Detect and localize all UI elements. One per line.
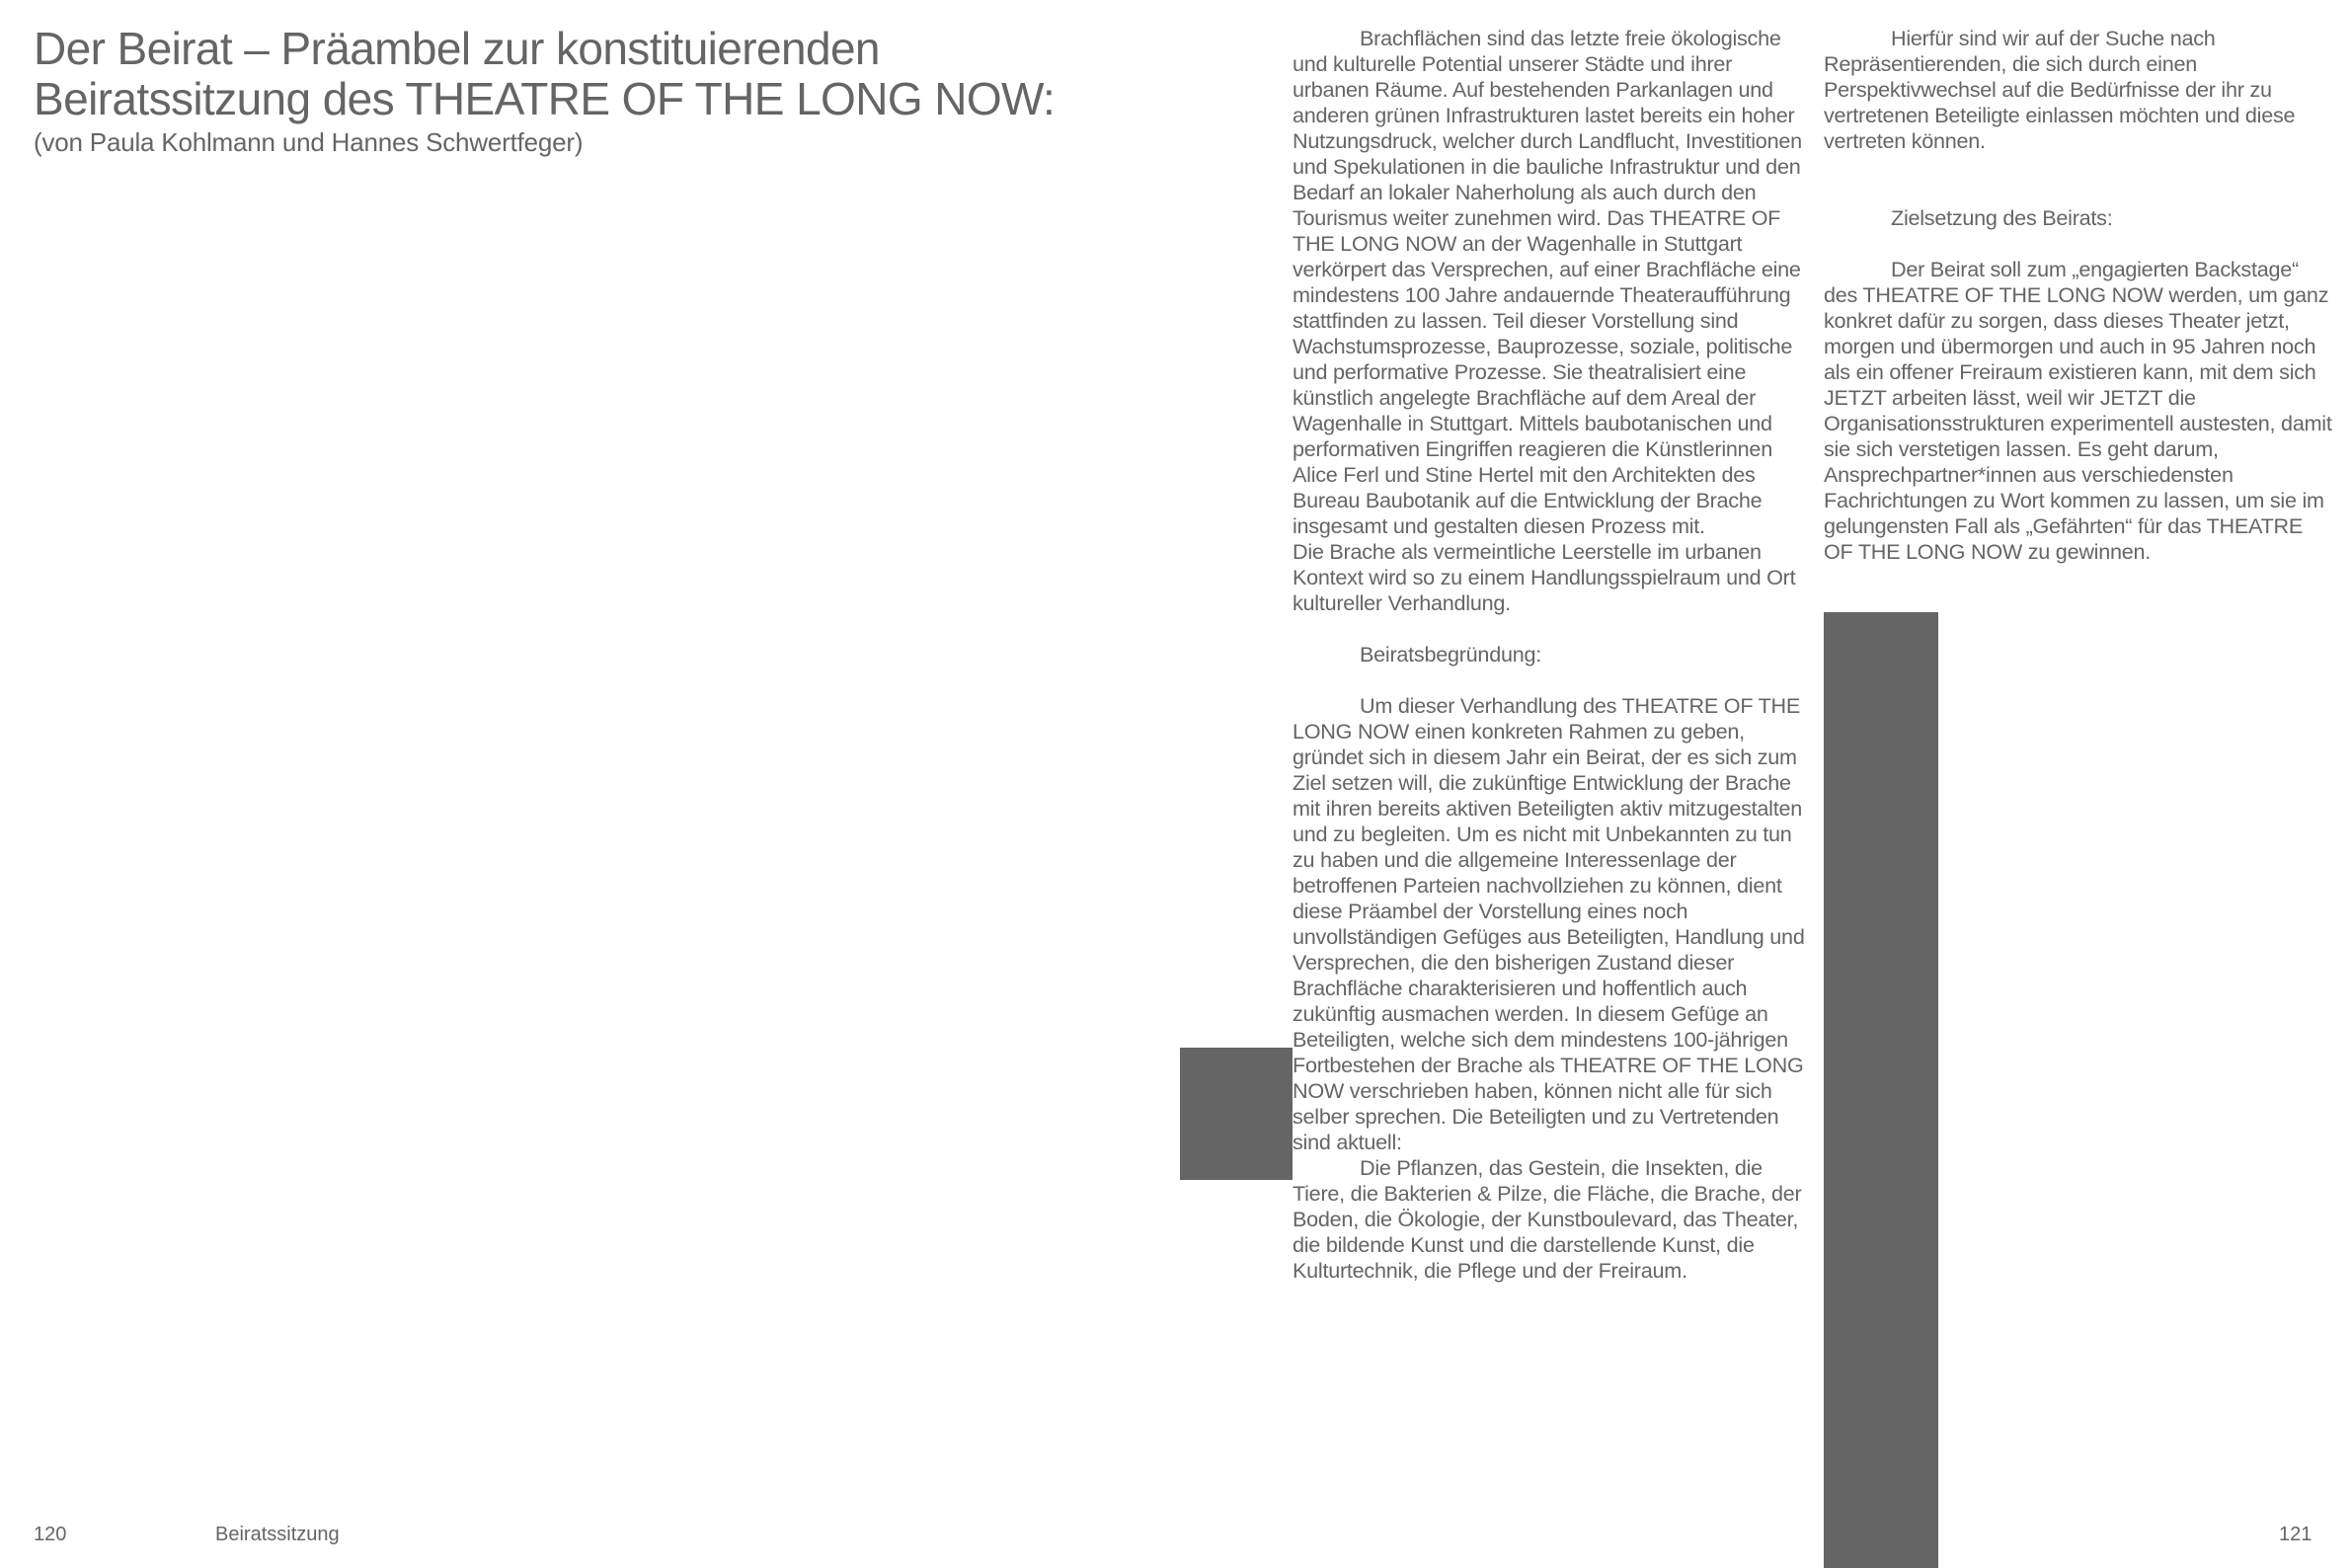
page-title xyxy=(34,24,1199,124)
search-paragraph: Hierfür sind wir auf der Suche nach Repräsentierenden, die sich durch einen Perspektivwechsel auf die Bedürfnisse der ihr zu vertretenen Beteiligte einlassen möchten und diese vertreten können. xyxy=(1824,26,2296,153)
participants-paragraph: Die Pflanzen, das Gestein, die Insekten, die Tiere, die Bakterien & Pilze, die Fläche, die Brache, der Boden, die Ökologie, der Kunstboulevard, das Theater, die bildende Kunst und die darstellende Kunst, die Kulturtechnik, die Pflege und der Freiraum. xyxy=(1293,1155,1802,1283)
page-number-right: 121 xyxy=(2279,1524,2313,1545)
goal-paragraph: Der Beirat soll zum „engagierten Backstage“ des THEATRE OF THE LONG NOW werden, um ganz konkret dafür zu sorgen, dass dieses Theater jetzt, morgen und übermorgen und auch in 95 Jahren noch als ein offener Freiraum existieren kann, mit dem sich JETZT arbeiten lässt, weil wir JETZT die Organisationsstrukturen experimentell austesten, damit sie sich verstetigen lassen. Es geht darum, Ansprechpartner*innen aus verschiedensten Fachrichtungen zu Wort kommen zu lassen, um sie im gelungensten Fall als „Gefährten“ für das THEATRE OF THE LONG NOW zu gewinnen. xyxy=(1824,257,2332,564)
heading-founding: Beiratsbegründung: xyxy=(1360,642,1541,666)
intro-paragraph: Brachflächen sind das letzte freie ökologische und kulturelle Potential unserer Städte und ihrer urbanen Räume. Auf bestehenden Parkanlagen und anderen grünen Infrastrukturen lastet bereits ein hoher Nutzungsdruck, welcher durch Landflucht, Investitionen und Spekulationen in die bauliche Infrastruktur und den Bedarf an lokaler Naherholung als auch durch den Tourismus weiter zunehmen wird. Das THEATRE OF THE LONG NOW an der Wagenhalle in Stuttgart verkörpert das Versprechen, auf einer Brachfläche eine mindestens 100 Jahre andauernde Theateraufführung stattfinden zu lassen. Teil dieser Vorstellung sind Wachstumsprozesse, Bauprozesse, soziale, politische und performative Prozesse. Sie theatralisiert eine künstlich angelegte Brachfläche auf dem Areal der Wagenhalle in Stuttgart. Mittels baubotanischen und performativen Eingriffen reagieren die Künstlerinnen Alice Ferl und Stine Hertel mit den Architekten des Bureau Baubotanik auf die Entwicklung der Brache insgesamt und gestalten diesen Prozess mit. xyxy=(1293,26,1802,538)
founding-paragraph: Um dieser Verhandlung des THEATRE OF THE LONG NOW einen konkreten Rahmen zu geben, gründet sich in diesem Jahr ein Beirat, der es sich zum Ziel setzen will, die zukünftige Entwicklung der Brache mit ihren bereits aktiven Beteiligten aktiv mitzugestalten und zu begleiten. Um es nicht mit Unbekannten zu tun zu haben und die allgemeine Interessenlage der betroffenen Parteien nachvollziehen zu können, dient diese Präambel der Vorstellung eines noch unvollständigen Gefüges aus Beteiligten, Handlung und Versprechen, die den bisherigen Zustand dieser Brachfläche charakterisieren und hoffentlich auch zukünftig ausmachen werden. In diesem Gefüge an Beteiligten, welche sich dem mindestens 100-jährigen Fortbestehen der Brache als THEATRE OF THE LONG NOW verschrieben haben, können nicht alle für sich selber sprechen. Die Beteiligten und zu Vertretenden sind aktuell: xyxy=(1293,693,1805,1154)
text-column-right xyxy=(1824,26,2333,565)
decorative-grey-bar-right xyxy=(1824,612,1938,1568)
page-number-left: 120 xyxy=(34,1524,67,1545)
running-footer-section: Beiratssitzung xyxy=(215,1524,340,1545)
authors-line: (von Paula Kohlmann und Hannes Schwertfeger) xyxy=(34,127,584,157)
heading-goal: Zielsetzung des Beirats: xyxy=(1891,205,2113,230)
intro-closing-paragraph: Die Brache als vermeintliche Leerstelle im urbanen Kontext wird so zu einem Handlungsspielraum und Ort kultureller Verhandlung. xyxy=(1293,539,1796,615)
title-line-2: Beiratssitzung des THEATRE OF THE LONG NOW: xyxy=(34,73,1056,124)
text-column-left xyxy=(1293,26,1808,1284)
decorative-grey-block-left xyxy=(1180,1048,1293,1180)
title-line-1: Der Beirat – Präambel zur konstituierenden xyxy=(34,23,880,74)
